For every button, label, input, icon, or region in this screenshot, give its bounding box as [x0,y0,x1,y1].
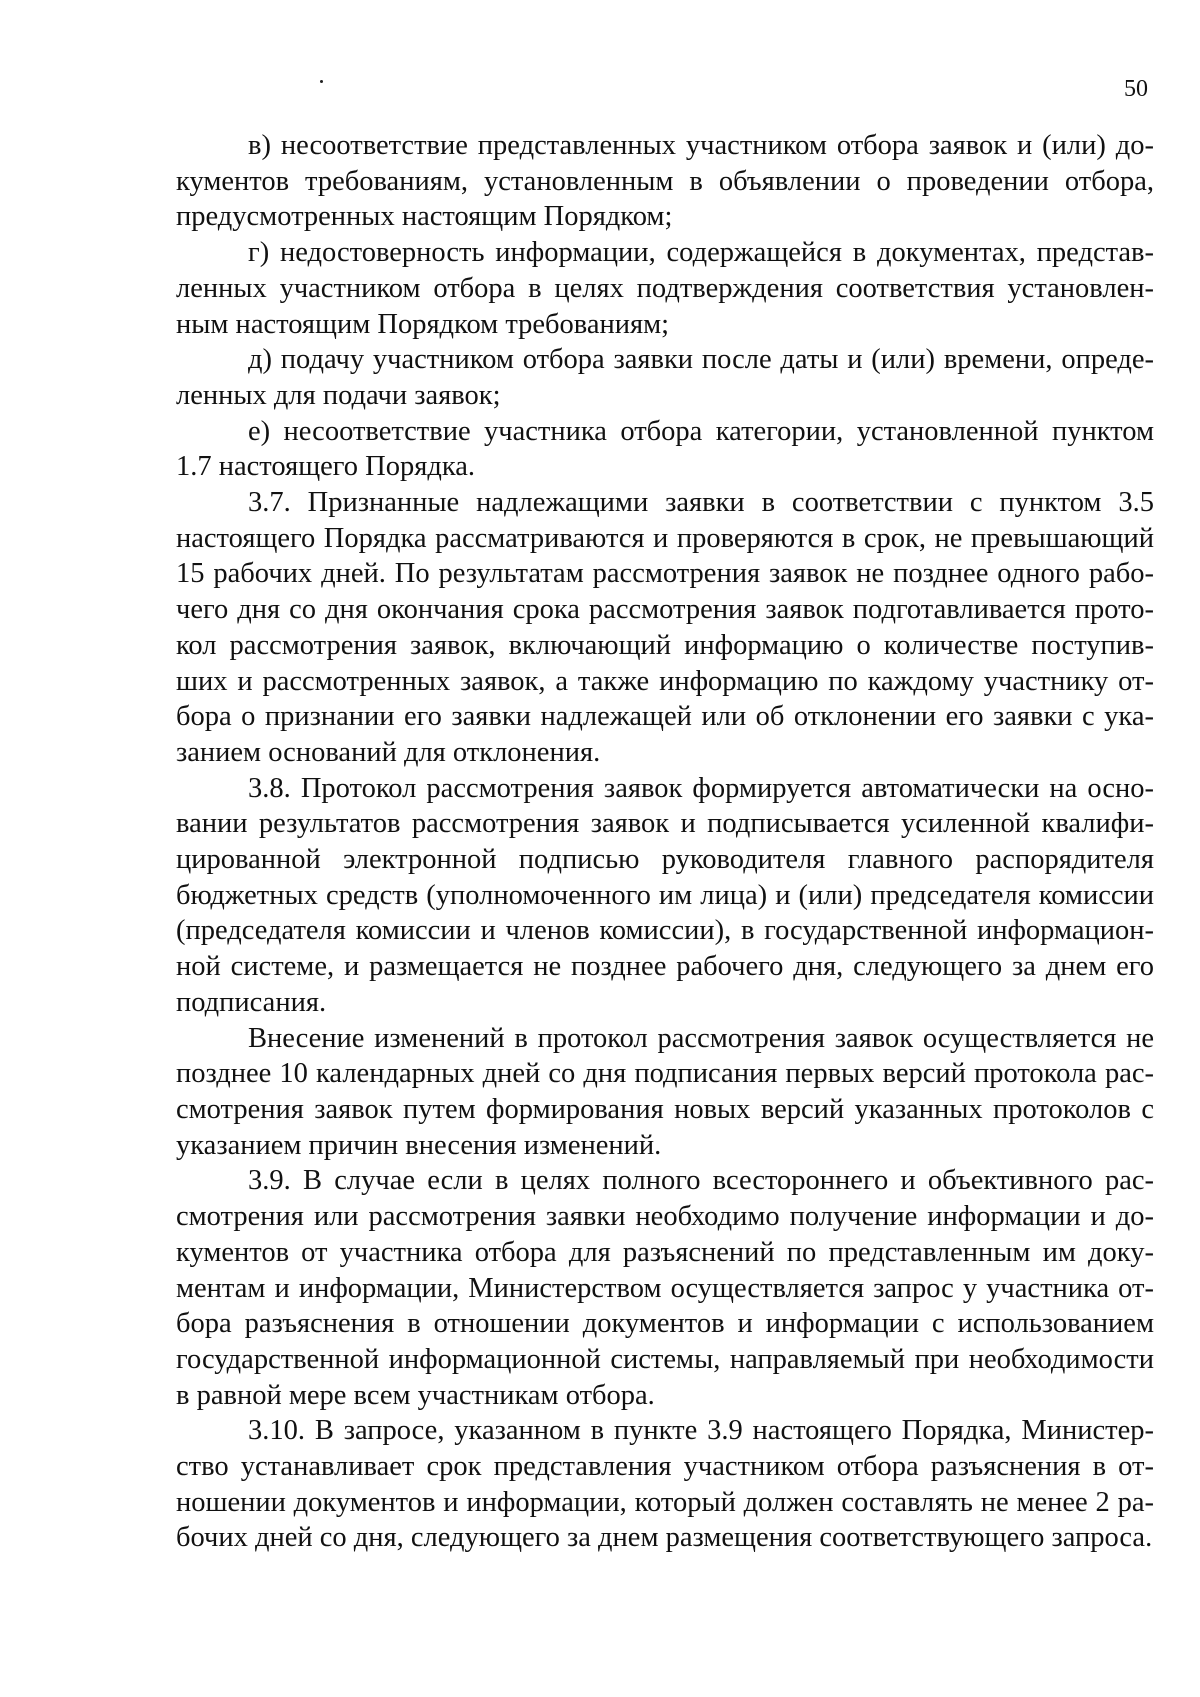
paragraph-3-10: 3.10. В запросе, указанном в пункте 3.9 настоящего Порядка, Министерство устанавливает срок представления участником отбора разъяснения в отношении документов и информации, который должен составлять не менее 2 рабочих дней со дня, следующего за днем размещения соответствующего запроса. [176,1415,1154,1554]
paragraph-item-v: в) несоответствие представленных участником отбора заявок и (или) документов требованиям, установленным в объявлении о проведении отбора, предусмотренных настоящим Порядком; [176,130,1154,233]
scan-speck [320,80,323,83]
page-number: 50 [1124,76,1148,102]
paragraph-item-e: е) несоответствие участника отбора категории, установленной пунктом 1.7 настоящего Порядка. [176,415,1154,483]
document-body [176,128,1154,1556]
paragraph-3-7: 3.7. Признанные надлежащими заявки в соответствии с пунктом 3.5 настоящего Порядка рассматриваются и проверяются в срок, не превышающий 15 рабочих дней. По результатам рассмотрения заявок не позднее одного рабочего дня со дня окончания срока рассмотрения заявок подготавливается протокол рассмотрения заявок, включающий информацию о количестве поступивших и рассмотренных заявок, а также информацию по каждому участнику отбора о признании его заявки надлежащей или об отклонении его заявки с указанием оснований для отклонения. [176,487,1154,768]
paragraph-3-8: 3.8. Протокол рассмотрения заявок формируется автоматически на основании результатов рассмотрения заявок и подписывается усиленной квалифицированной электронной подписью руководителя главного распорядителя бюджетных средств (уполномоченного им лица) и (или) председателя комиссии (председателя комиссии и членов комиссии), в государственной информационной системе, и размещается не позднее рабочего дня, следующего за днем его подписания. [176,772,1154,1018]
paragraph-3-9: 3.9. В случае если в целях полного всестороннего и объективного рассмотрения или рассмотрения заявки необходимо получение информации и документов от участника отбора для разъяснений по представленным им документам и информации, Министерством осуществляется запрос у участника отбора разъяснения в отношении документов и информации с использованием государственной информационной системы, направляемый при необходимости в равной мере всем участникам отбора. [176,1165,1154,1411]
paragraph-protocol-changes: Внесение изменений в протокол рассмотрения заявок осуществляется не позднее 10 календарных дней со дня подписания первых версий протокола рассмотрения заявок путем формирования новых версий указанных протоколов с указанием причин внесения изменений. [176,1022,1154,1161]
paragraph-item-g: г) недостоверность информации, содержащейся в документах, представленных участником отбора в целях подтверждения соответствия установленным настоящим Порядком требованиям; [176,237,1154,340]
paragraph-item-d: д) подачу участником отбора заявки после даты и (или) времени, определенных для подачи заявок; [176,344,1154,411]
